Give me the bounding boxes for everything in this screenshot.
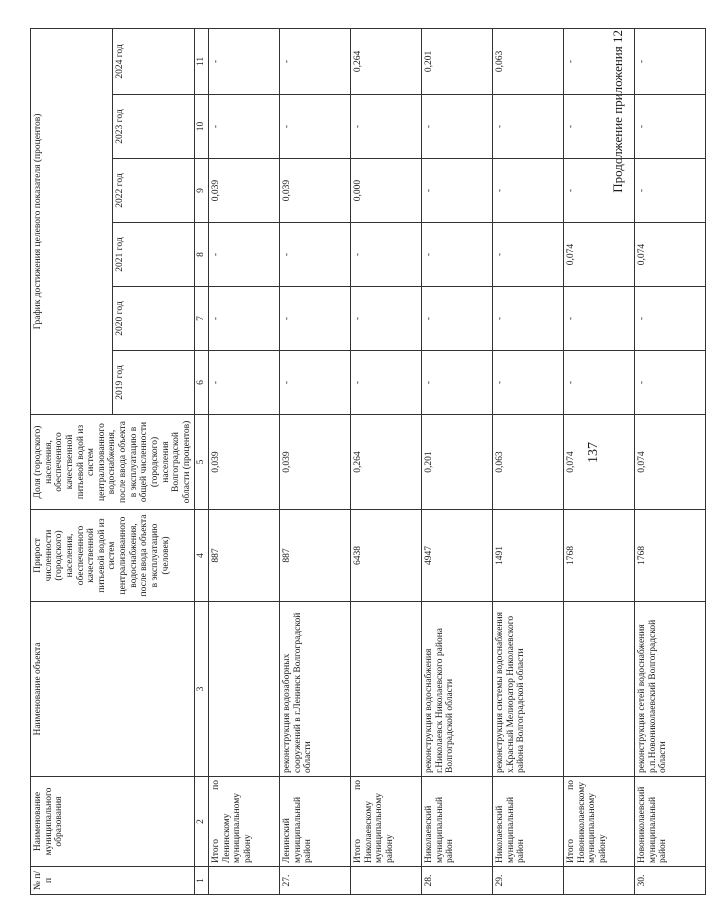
row-year-value: 0,264 xyxy=(351,28,422,94)
row-growth: 1491 xyxy=(493,510,564,602)
row-year-value: - xyxy=(493,287,564,351)
row-year-value: - xyxy=(564,351,635,415)
row-year-value: - xyxy=(422,287,493,351)
table-row xyxy=(564,28,635,894)
row-num xyxy=(351,867,422,895)
row-share: 0,264 xyxy=(351,415,422,510)
target-indicator-table xyxy=(30,28,706,895)
row-share: 0,039 xyxy=(209,415,280,510)
header-object: Наименование объекта xyxy=(31,602,195,777)
header-year: 2024 год xyxy=(113,28,195,94)
column-number: 5 xyxy=(195,415,209,510)
header-row xyxy=(31,28,113,894)
column-number: 2 xyxy=(195,777,209,867)
header-year: 2023 год xyxy=(113,95,195,159)
column-number: 1 xyxy=(195,867,209,895)
row-object xyxy=(351,602,422,777)
row-year-value: 0,063 xyxy=(493,28,564,94)
row-municipality: Новониколаевский муниципальный район xyxy=(635,777,706,867)
row-year-value: - xyxy=(351,223,422,287)
row-year-value: - xyxy=(280,95,351,159)
row-year-value: - xyxy=(635,95,706,159)
table-row xyxy=(422,28,493,894)
row-municipality: Николаевский муниципальный район xyxy=(422,777,493,867)
header-year: 2022 год xyxy=(113,159,195,223)
table-row xyxy=(493,28,564,894)
row-num xyxy=(209,867,280,895)
row-num xyxy=(564,867,635,895)
row-year-value: - xyxy=(493,223,564,287)
row-num: 28. xyxy=(422,867,493,895)
table-row xyxy=(351,28,422,894)
header-municipality: Наименование муниципального образования xyxy=(31,777,195,867)
row-year-value: - xyxy=(564,95,635,159)
row-municipality: Ленинский муниципальный район xyxy=(280,777,351,867)
row-year-value: - xyxy=(209,28,280,94)
row-growth: 6438 xyxy=(351,510,422,602)
column-number: 3 xyxy=(195,602,209,777)
row-year-value: 0,074 xyxy=(635,223,706,287)
row-num: 30. xyxy=(635,867,706,895)
row-year-value: - xyxy=(280,223,351,287)
row-year-value: - xyxy=(422,95,493,159)
table-row xyxy=(209,28,280,894)
row-year-value: - xyxy=(351,95,422,159)
row-year-value: - xyxy=(493,95,564,159)
row-year-value: - xyxy=(564,159,635,223)
column-number: 11 xyxy=(195,28,209,94)
row-year-value: - xyxy=(209,95,280,159)
header-growth: Прирост численности (городского) населения, обеспеченного качественной питьевой водой из систем централизованного водоснабжения, после ввода объекта в эксплуатацию (человек) xyxy=(31,510,195,602)
row-year-value: 0,039 xyxy=(280,159,351,223)
row-year-value: - xyxy=(635,28,706,94)
row-year-value: - xyxy=(209,223,280,287)
row-year-value: - xyxy=(493,159,564,223)
header-year: 2019 год xyxy=(113,351,195,415)
table-row xyxy=(280,28,351,894)
continuation-caption: Продолжение приложения 12 xyxy=(610,30,625,193)
row-growth: 1768 xyxy=(635,510,706,602)
row-object: реконструкция водозаборных сооружений в г.Ленинск Волгоградской области xyxy=(280,602,351,777)
row-year-value: - xyxy=(635,351,706,415)
row-year-value: - xyxy=(564,287,635,351)
row-object xyxy=(564,602,635,777)
row-share: 0,063 xyxy=(493,415,564,510)
row-share: 0,074 xyxy=(635,415,706,510)
row-growth: 1768 xyxy=(564,510,635,602)
column-number: 7 xyxy=(195,287,209,351)
row-year-value: 0,074 xyxy=(564,223,635,287)
row-municipality: Николаевский муниципальный район xyxy=(493,777,564,867)
row-municipality: Итого по Николаевскому муниципальному району xyxy=(351,777,422,867)
header-year: 2020 год xyxy=(113,287,195,351)
header-schedule: График достижения целевого показателя (процентов) xyxy=(31,28,113,414)
row-share: 0,201 xyxy=(422,415,493,510)
column-number: 9 xyxy=(195,159,209,223)
row-share: 0,039 xyxy=(280,415,351,510)
column-number: 10 xyxy=(195,95,209,159)
column-number: 6 xyxy=(195,351,209,415)
row-year-value: 0,000 xyxy=(351,159,422,223)
table-row xyxy=(635,28,706,894)
row-num: 27. xyxy=(280,867,351,895)
row-year-value: - xyxy=(564,28,635,94)
row-num: 29. xyxy=(493,867,564,895)
row-growth: 4947 xyxy=(422,510,493,602)
row-year-value: - xyxy=(351,287,422,351)
row-growth: 887 xyxy=(280,510,351,602)
row-year-value: - xyxy=(635,287,706,351)
row-year-value: - xyxy=(280,287,351,351)
row-object: реконструкция водоснабжения г.Николаевск Николаевского района Волгоградской области xyxy=(422,602,493,777)
row-year-value: - xyxy=(493,351,564,415)
row-year-value: 0,039 xyxy=(209,159,280,223)
page-number: 137 xyxy=(586,442,601,463)
header-year: 2021 год xyxy=(113,223,195,287)
header-share: Доля (городского) населения, обеспеченного качественной питьевой водой из систем централизованного водоснабжения, после ввода объекта в эксплуатацию в общей численности (городского) населения Волгоградской области (процентов) xyxy=(31,415,195,510)
row-year-value: 0,201 xyxy=(422,28,493,94)
column-number-row xyxy=(195,28,209,894)
row-object: реконструкция системы водоснабжения х.Красный Мелиоратор Николаевского района Волгоградской области xyxy=(493,602,564,777)
row-year-value: - xyxy=(209,351,280,415)
header-num: № п/п xyxy=(31,867,195,895)
row-year-value: - xyxy=(280,351,351,415)
row-growth: 887 xyxy=(209,510,280,602)
row-year-value: - xyxy=(635,159,706,223)
row-object xyxy=(209,602,280,777)
row-year-value: - xyxy=(209,287,280,351)
column-number: 4 xyxy=(195,510,209,602)
column-number: 8 xyxy=(195,223,209,287)
row-year-value: - xyxy=(280,28,351,94)
row-municipality: Итого по Новониколаевскому муниципальному району xyxy=(564,777,635,867)
row-object: реконструкция сетей водоснабжения р.п.Новониколаевский Волгоградской области xyxy=(635,602,706,777)
row-municipality: Итого по Ленинскому муниципальному району xyxy=(209,777,280,867)
row-year-value: - xyxy=(422,223,493,287)
row-share: 0,074 xyxy=(564,415,635,510)
row-year-value: - xyxy=(422,351,493,415)
row-year-value: - xyxy=(422,159,493,223)
row-year-value: - xyxy=(351,351,422,415)
